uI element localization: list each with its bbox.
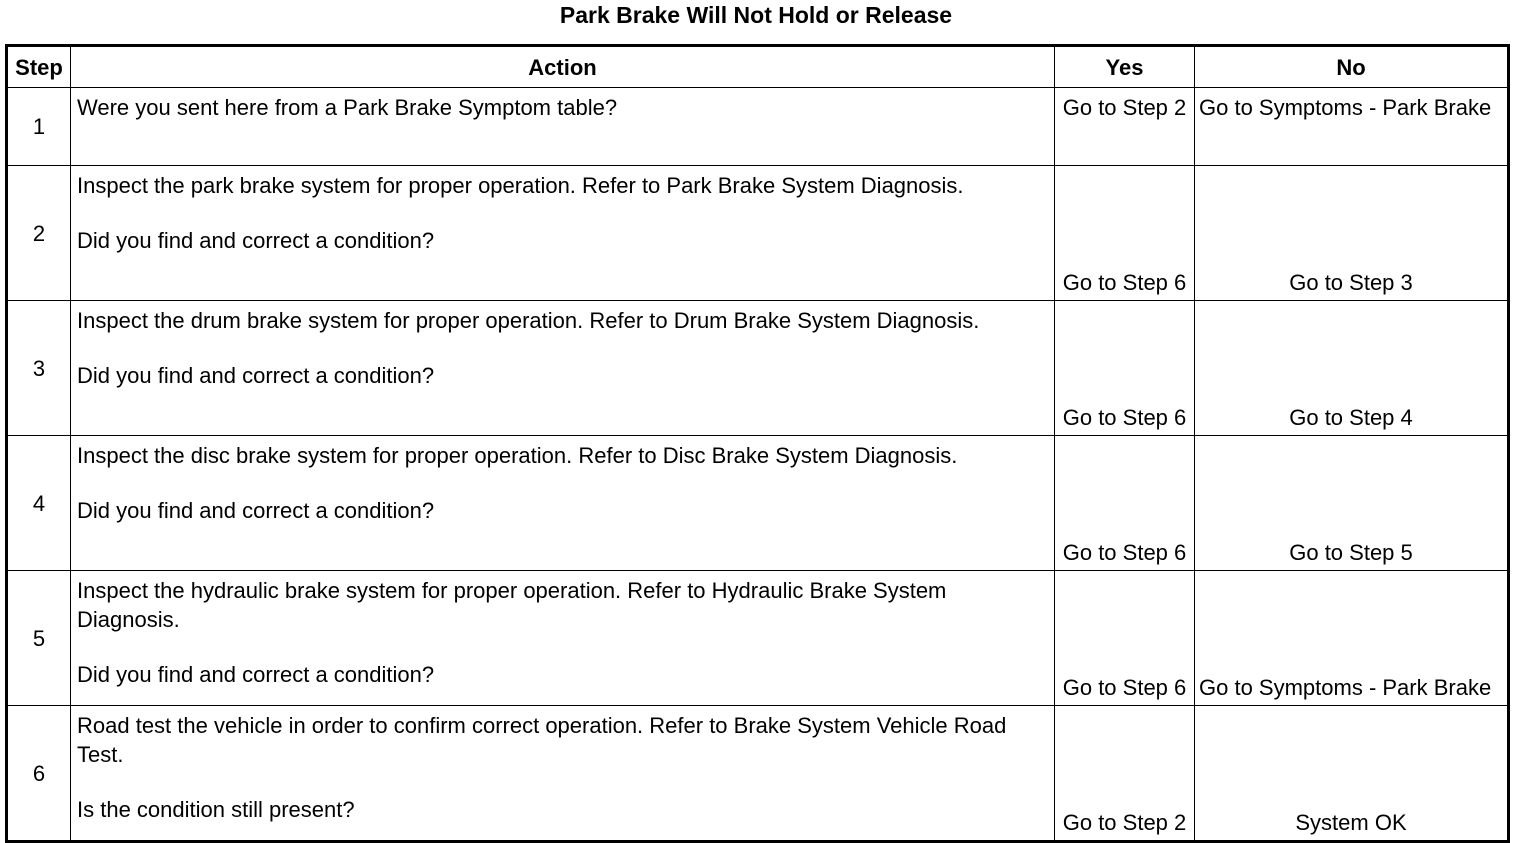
action-text: Inspect the hydraulic brake system for proper operation. Refer to Hydraulic Brake System Diagnosis.: [77, 578, 947, 632]
table-row: [7, 706, 1509, 842]
yes-result: Go to Step 2: [1055, 706, 1195, 842]
action-cell: [71, 166, 1055, 301]
no-result: Go to Symptoms - Park Brake: [1195, 88, 1509, 166]
action-question: Did you find and correct a condition?: [77, 228, 435, 253]
header-no: No: [1195, 46, 1509, 88]
header-step: Step: [7, 46, 71, 88]
no-result: Go to Symptoms - Park Brake: [1195, 571, 1509, 706]
yes-result: Go to Step 6: [1055, 571, 1195, 706]
yes-result: Go to Step 6: [1055, 166, 1195, 301]
table-row: [7, 571, 1509, 706]
action-text: Road test the vehicle in order to confirm correct operation. Refer to Brake System Vehicle Road Test.: [77, 713, 1007, 767]
action-question: Did you find and correct a condition?: [77, 363, 435, 388]
yes-result: Go to Step 6: [1055, 436, 1195, 571]
header-yes: Yes: [1055, 46, 1195, 88]
table-header-row: [7, 46, 1509, 88]
diagnostic-table: [5, 44, 1510, 843]
step-number: 6: [7, 706, 71, 842]
table-row: [7, 301, 1509, 436]
no-result: Go to Step 3: [1195, 166, 1509, 301]
step-number: 3: [7, 301, 71, 436]
page-title: Park Brake Will Not Hold or Release: [559, 2, 953, 28]
no-result: Go to Step 4: [1195, 301, 1509, 436]
yes-result: Go to Step 2: [1055, 88, 1195, 166]
action-question: Is the condition still present?: [77, 797, 355, 822]
action-cell: [71, 436, 1055, 571]
step-number: 2: [7, 166, 71, 301]
no-result: System OK: [1195, 706, 1509, 842]
action-question: Did you find and correct a condition?: [77, 662, 435, 687]
action-cell: [71, 571, 1055, 706]
action-text: Inspect the drum brake system for proper operation. Refer to Drum Brake System Diagnosis.: [77, 308, 980, 333]
step-number: 1: [7, 88, 71, 166]
action-text: Inspect the disc brake system for proper operation. Refer to Disc Brake System Diagnosis.: [77, 443, 958, 468]
table-row: [7, 436, 1509, 571]
action-question: Did you find and correct a condition?: [77, 498, 435, 523]
step-number: 5: [7, 571, 71, 706]
action-cell: [71, 301, 1055, 436]
action-text: Inspect the park brake system for proper operation. Refer to Park Brake System Diagnosis.: [77, 173, 964, 198]
table-row: [7, 88, 1509, 166]
action-cell: [71, 706, 1055, 842]
header-action: Action: [71, 46, 1055, 88]
table-row: [7, 166, 1509, 301]
step-number: 4: [7, 436, 71, 571]
no-result: Go to Step 5: [1195, 436, 1509, 571]
yes-result: Go to Step 6: [1055, 301, 1195, 436]
action-cell: [71, 88, 1055, 166]
action-text: Were you sent here from a Park Brake Symptom table?: [77, 95, 618, 120]
